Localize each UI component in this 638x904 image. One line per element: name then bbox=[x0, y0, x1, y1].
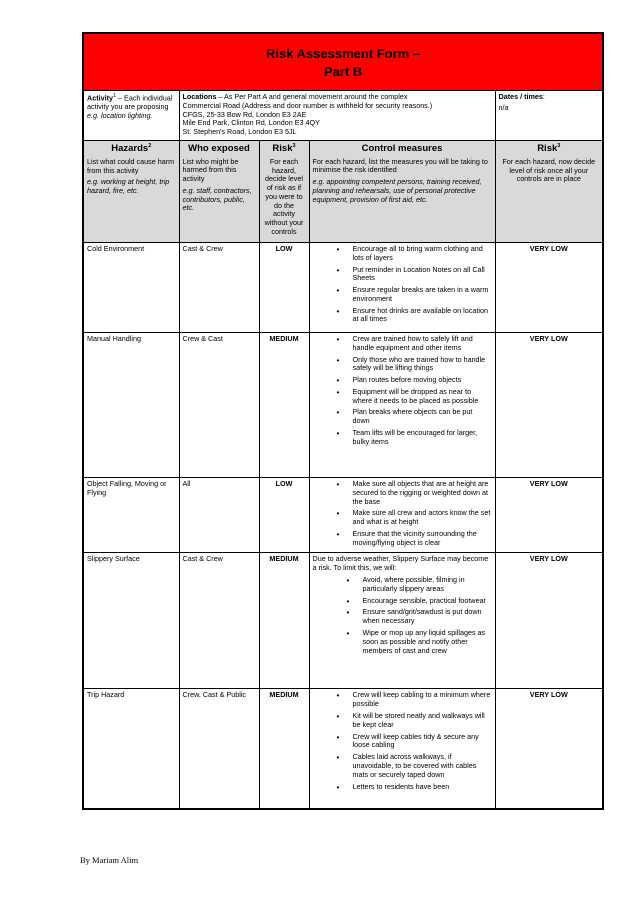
control-measures-cell bbox=[309, 553, 495, 689]
locations-label: Locations bbox=[182, 92, 217, 101]
control-heading: Control measures bbox=[361, 143, 443, 154]
form-title bbox=[87, 36, 599, 81]
list-item: • Ensure regular breaks are taken in a warm environment bbox=[349, 286, 492, 304]
residual-risk-level: VERY LOW bbox=[495, 689, 603, 809]
who-cell: Cast & Crew bbox=[179, 243, 259, 333]
dates-value: n/a bbox=[498, 102, 509, 112]
list-item: • Ensure that the vicinity surrounding the moving/flying object is clear bbox=[349, 530, 492, 548]
hazard-cell: Slippery Surface bbox=[83, 553, 179, 689]
list-item: • Encourage all to bring warm clothing and lots of layers bbox=[349, 245, 492, 263]
risk-level: LOW bbox=[259, 478, 309, 553]
activity-cell bbox=[83, 91, 179, 141]
activity-footnote: 1 bbox=[112, 93, 117, 99]
risk-level: MEDIUM bbox=[259, 689, 309, 809]
list-item: • Make sure all objects that are at height are secured to the rigging or weighted down at the base bbox=[349, 480, 492, 506]
table-row bbox=[83, 243, 603, 333]
dates-colon: : bbox=[542, 92, 545, 101]
risk-assessment-page bbox=[82, 32, 602, 810]
risk-level: LOW bbox=[259, 243, 309, 333]
residual-risk-header bbox=[495, 141, 603, 243]
control-measures-list bbox=[313, 691, 492, 791]
who-cell: Cast & Crew bbox=[179, 553, 259, 689]
list-item: • Cables laid across walkways, if unavoidable, to be covered with cables mats or securely taped down bbox=[349, 753, 492, 779]
control-instruction: For each hazard, list the measures you will be taking to minimise the risk identified bbox=[312, 156, 488, 175]
risk-level: MEDIUM bbox=[259, 553, 309, 689]
list-item: • Equipment will be dropped as near to where it needs to be placed as possible bbox=[349, 388, 492, 406]
dates-label: Dates / times bbox=[498, 92, 543, 101]
list-item: • Wipe or mop up any liquid spillages as soon as possible and notify other members of cast and crew bbox=[359, 629, 492, 655]
author-footer: By Mariam Alim bbox=[80, 855, 139, 865]
who-cell: Crew, Cast & Public bbox=[179, 689, 259, 809]
hazards-heading bbox=[87, 143, 176, 155]
control-example: e.g. appointing competent persons, training received, planning and rehearsals, use of personal protective equipment, provision of first aid, etc. bbox=[312, 177, 482, 204]
risk-heading bbox=[263, 143, 306, 155]
info-row bbox=[83, 91, 603, 141]
control-measures-cell bbox=[309, 689, 495, 809]
hazards-header bbox=[83, 141, 179, 243]
locations-cell bbox=[179, 91, 495, 141]
residual-risk-level: VERY LOW bbox=[495, 553, 603, 689]
list-item: • Kit will be stored neatly and walkways will be kept clear bbox=[349, 712, 492, 730]
risk-heading-text: Risk bbox=[272, 143, 293, 155]
activity-label: Activity bbox=[87, 93, 113, 103]
form-title-line-1: Risk Assessment Form – bbox=[265, 46, 421, 61]
list-item: • Crew will keep cabling to a minimum where possible bbox=[349, 691, 492, 709]
list-item: • Avoid, where possible, filming in particularly slippery areas bbox=[359, 576, 492, 594]
header-row bbox=[83, 141, 603, 243]
form-title-line-2: Part B bbox=[323, 64, 363, 80]
dates-cell bbox=[495, 91, 603, 141]
list-item: • Make sure all crew and actors know the set and what is at height bbox=[349, 509, 492, 527]
risk-instruction: For each hazard, decide level of risk as if you were to do the activity without your controls bbox=[264, 156, 304, 236]
who-cell: Crew & Cast bbox=[179, 333, 259, 478]
risk-header bbox=[259, 141, 309, 243]
residual-risk-footnote: 3 bbox=[557, 143, 561, 149]
who-heading: Who exposed bbox=[188, 143, 250, 154]
list-item: • Encourage sensible, practical footwear bbox=[359, 597, 492, 606]
hazard-cell: Object Falling, Moving or Flying bbox=[83, 478, 179, 553]
control-measures-cell bbox=[309, 478, 495, 553]
control-measures-list bbox=[313, 480, 492, 547]
location-line: St. Stephen's Road, London E3 5JL bbox=[182, 127, 297, 137]
activity-description: – Each individual activity you are proposing bbox=[87, 93, 173, 112]
residual-risk-level: VERY LOW bbox=[495, 333, 603, 478]
list-item: • Letters to residents have been bbox=[349, 783, 492, 792]
title-row bbox=[83, 33, 603, 91]
hazards-heading-text: Hazards bbox=[111, 143, 149, 155]
location-line: Commercial Road (Address and door number is withheld for security reasons.) bbox=[182, 100, 433, 110]
who-example: e.g. staff, contractors, contributors, public, etc. bbox=[182, 185, 252, 213]
control-measures-list bbox=[313, 335, 492, 447]
table-row bbox=[83, 333, 603, 478]
list-item: • Plan routes before moving objects bbox=[349, 376, 492, 385]
location-line: CFGS, 25-33 Bow Rd, London E3 2AE bbox=[182, 109, 307, 119]
table-row bbox=[83, 689, 603, 809]
table-row bbox=[83, 553, 603, 689]
title-cell bbox=[83, 33, 603, 91]
hazard-cell: Trip Hazard bbox=[83, 689, 179, 809]
risk-level: MEDIUM bbox=[259, 333, 309, 478]
hazards-example: e.g. working at height, trip hazard, fire, etc. bbox=[87, 177, 170, 196]
residual-risk-level: VERY LOW bbox=[495, 243, 603, 333]
list-item: • Crew will keep cables tidy & secure any loose cabling bbox=[349, 733, 492, 751]
control-header bbox=[309, 141, 495, 243]
risk-assessment-table bbox=[82, 32, 604, 810]
list-item: • Ensure hot drinks are available on location at all times bbox=[349, 307, 492, 325]
control-measures-list bbox=[313, 245, 492, 324]
who-header bbox=[179, 141, 259, 243]
hazard-cell: Manual Handling bbox=[83, 333, 179, 478]
list-item: • Only those who are trained how to handle safely will be lifting things bbox=[349, 356, 492, 374]
list-item: • Plan breaks where objects can be put down bbox=[349, 408, 492, 426]
hazard-cell: Cold Environment bbox=[83, 243, 179, 333]
hazards-instruction: List what could cause harm from this activity bbox=[87, 156, 175, 175]
table-row bbox=[83, 478, 603, 553]
control-measures-intro: Due to adverse weather, Slippery Surface may become a risk. To limit this, we will: bbox=[312, 554, 489, 573]
residual-risk-heading bbox=[499, 143, 600, 155]
residual-risk-heading-text: Risk bbox=[537, 143, 558, 155]
locations-intro: – As Per Part A and general movement around the complex bbox=[216, 92, 408, 101]
location-line: Mile End Park, Clinton Rd, London E3 4QY bbox=[182, 118, 320, 128]
list-item: • Crew are trained how to safely lift and handle equipment and other items bbox=[349, 335, 492, 353]
control-measures-cell bbox=[309, 333, 495, 478]
control-measures-list bbox=[313, 576, 492, 655]
who-instruction: List who might be harmed from this activity bbox=[182, 156, 239, 184]
residual-risk-level: VERY LOW bbox=[495, 478, 603, 553]
list-item: • Put reminder in Location Notes on all Call Sheets bbox=[349, 266, 492, 284]
list-item: • Team lifts will be encouraged for larger, bulky items bbox=[349, 429, 492, 447]
risk-footnote: 3 bbox=[292, 143, 296, 149]
activity-example: e.g. location lighting. bbox=[87, 110, 153, 120]
control-measures-cell bbox=[309, 243, 495, 333]
hazards-footnote: 2 bbox=[148, 143, 152, 149]
residual-risk-instruction: For each hazard, now decide level of risk once all your controls are in place bbox=[502, 156, 596, 184]
list-item: • Ensure sand/grit/sawdust is put down when necessary bbox=[359, 608, 492, 626]
who-cell: All bbox=[179, 478, 259, 553]
